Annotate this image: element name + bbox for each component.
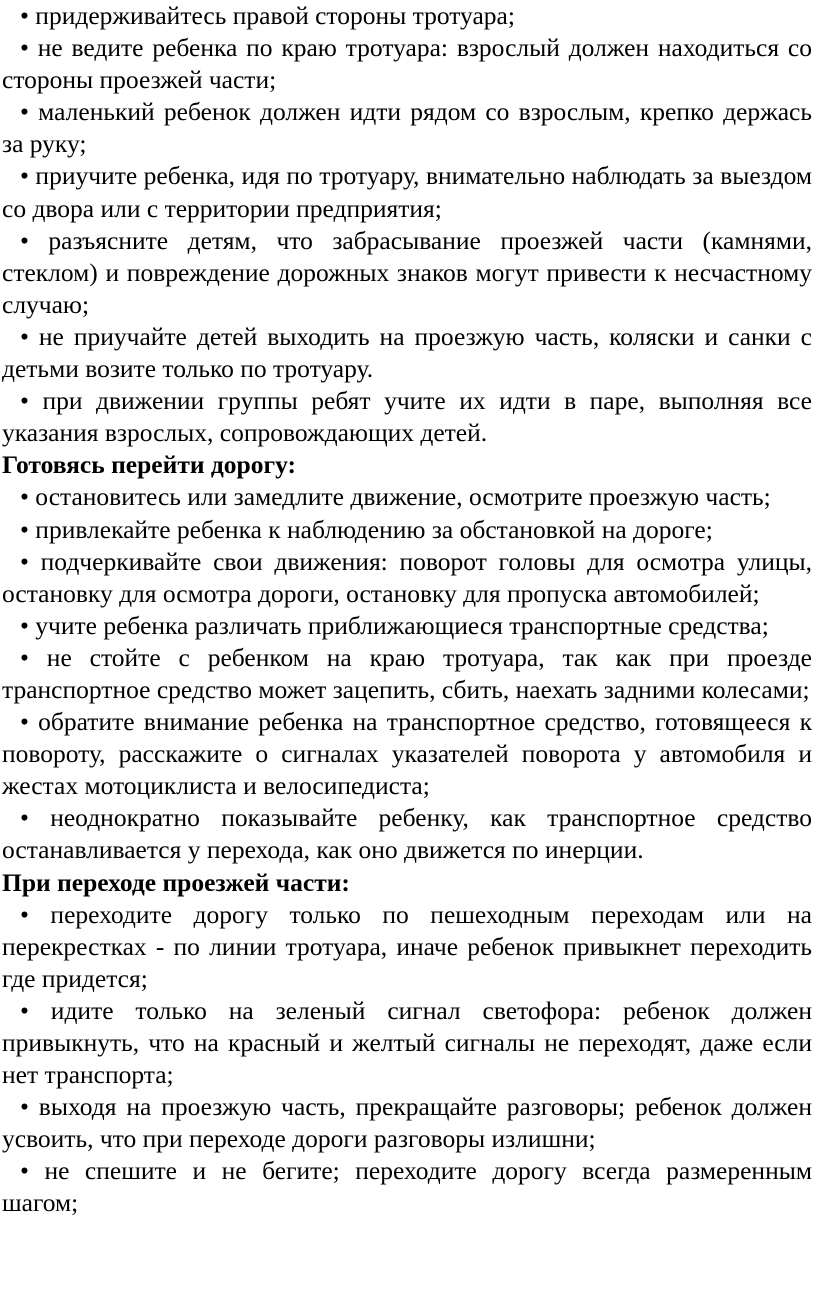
list-item: • маленький ребенок должен идти рядом со взрослым, крепко держась за руку; (2, 97, 812, 159)
list-item: • не ведите ребенка по краю тротуара: взрослый должен находиться со стороны проезжей части; (2, 33, 812, 95)
list-item: • переходите дорогу только по пешеходным переходам или на перекрестках - по линии тротуара, иначе ребенок привыкнет переходить где придется; (2, 899, 812, 993)
list-item: • учите ребенка различать приближающиеся транспортные средства; (20, 610, 769, 640)
list-item: • разъясните детям, что забрасывание проезжей части (камнями, стеклом) и повреждение дорожных знаков могут привести к несчастному случаю; (2, 225, 812, 319)
list-item: • приучите ребенка, идя по тротуару, внимательно наблюдать за выездом со двора или с территории предприятия; (2, 161, 812, 223)
section-heading-preparing: Готовясь перейти дорогу: (2, 450, 296, 480)
list-item: • придерживайтесь правой стороны тротуара; (20, 1, 515, 30)
list-item: • привлекайте ребенка к наблюдению за обстановкой на дороге; (20, 514, 713, 544)
list-item: • идите только на зеленый сигнал светофора: ребенок должен привыкнуть, что на красный и желтый сигналы не переходят, даже если нет транспорта; (2, 995, 812, 1090)
list-item: • подчеркивайте свои движения: поворот головы для осмотра улицы, остановку для осмотра дороги, остановку для пропуска автомобилей; (2, 546, 812, 608)
list-item: • остановитесь или замедлите движение, осмотрите проезжую часть; (20, 482, 771, 512)
list-item: • не стойте с ребенком на краю тротуара, так как при проезде транспортное средство может зацепить, сбить, наехать задними колесами; (2, 642, 812, 704)
list-item: • не спешите и не бегите; переходите дорогу всегда размеренным шагом; (2, 1156, 812, 1218)
list-item: • выходя на проезжую часть, прекращайте разговоры; ребенок должен усвоить, что при переходе дороги разговоры излишни; (2, 1092, 812, 1154)
list-item: • не приучайте детей выходить на проезжую часть, коляски и санки с детьми возите только по тротуару. (2, 321, 812, 384)
list-item: • при движении группы ребят учите их идти в паре, выполняя все указания взрослых, сопровождающих детей. (2, 386, 812, 448)
section-heading-crossing: При переходе проезжей части: (2, 867, 350, 897)
list-item: • неоднократно показывайте ребенку, как транспортное средство останавливается у перехода, как оно движется по инерции. (2, 803, 812, 865)
list-item: • обратите внимание ребенка на транспортное средство, готовящееся к повороту, расскажите о сигналах указателей поворота у автомобиля и жестах мотоциклиста и велосипедиста; (2, 707, 812, 801)
